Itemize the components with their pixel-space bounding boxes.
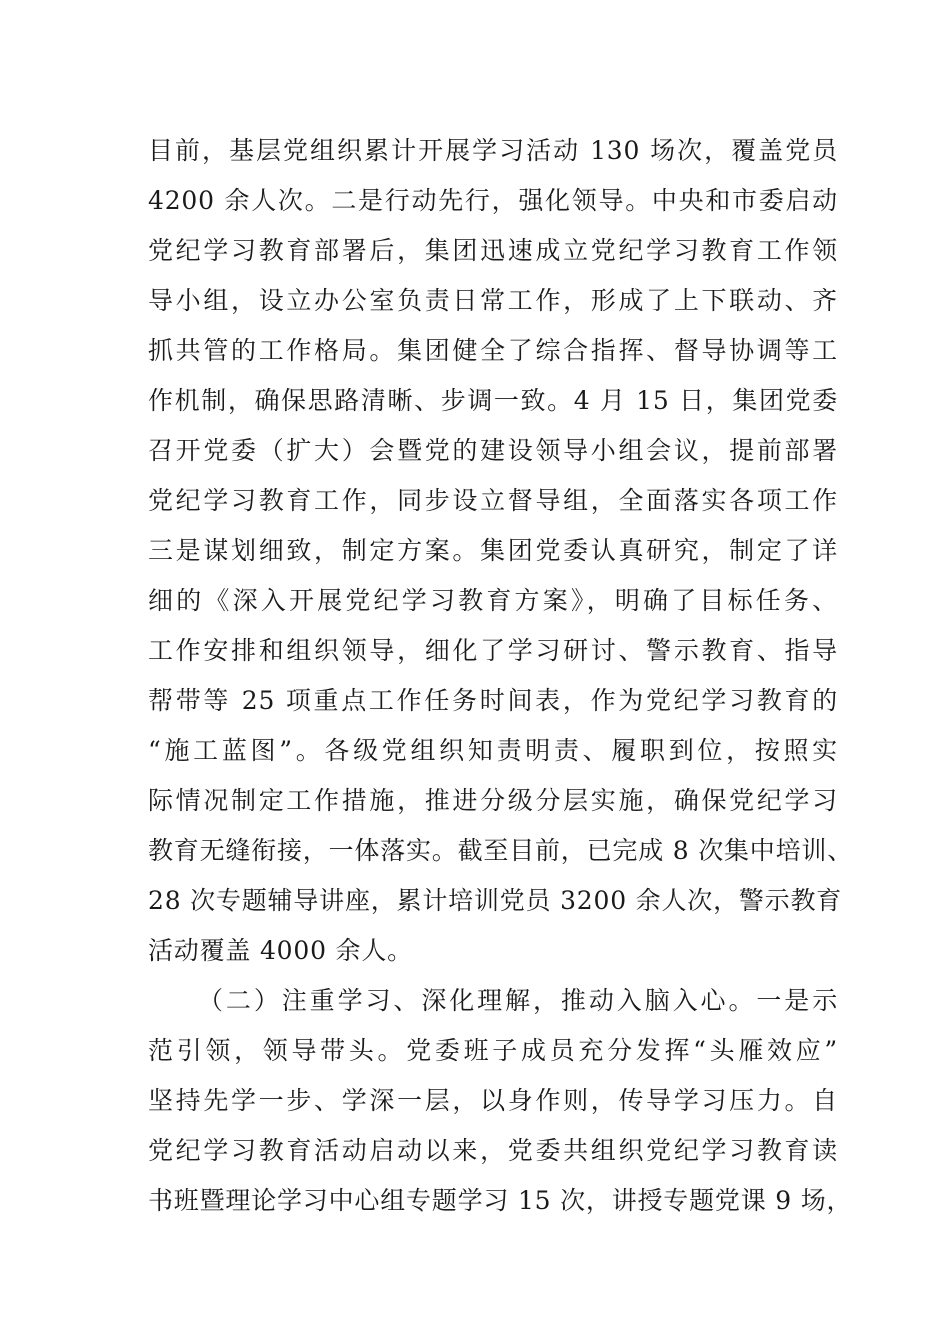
text-line: 活动覆盖 4000 余人。 [148,936,413,965]
text-line: 教育无缝衔接，一体落实。截至目前，已完成 8 次集中培训、 [148,836,854,865]
text-line: 党纪学习教育工作，同步设立督导组，全面落实各项工作 [148,486,838,515]
text-line: 党纪学习教育部署后，集团迅速成立党纪学习教育工作领 [148,236,838,265]
text-line: “施工蓝图”。各级党组织知责明责、履职到位，按照实 [148,736,838,765]
text-line: 4200 余人次。二是行动先行，强化领导。中央和市委启动 [148,186,838,215]
text-line: 工作安排和组织领导，细化了学习研讨、警示教育、指导 [148,636,838,665]
text-line: 帮带等 25 项重点工作任务时间表，作为党纪学习教育的 [148,686,838,715]
body-text [148,126,854,1226]
paragraph-heading-line: （二）注重学习、深化理解，推动入脑入心。一是示 [198,986,838,1015]
text-line: 作机制，确保思路清晰、步调一致。4 月 15 日，集团党委 [148,386,838,415]
text-line: 导小组，设立办公室负责日常工作，形成了上下联动、齐 [148,286,838,315]
text-line: 书班暨理论学习中心组专题学习 15 次，讲授专题党课 9 场， [148,1186,853,1215]
text-line: 范引领，领导带头。党委班子成员充分发挥“头雁效应” [148,1036,838,1065]
text-line: 细的《深入开展党纪学习教育方案》，明确了目标任务、 [148,586,838,615]
text-line: 抓共管的工作格局。集团健全了综合指挥、督导协调等工 [148,336,838,365]
text-line: 目前，基层党组织累计开展学习活动 130 场次，覆盖党员 [148,136,838,165]
text-line: 28 次专题辅导讲座，累计培训党员 3200 余人次，警示教育 [148,886,843,915]
text-line: 召开党委（扩大）会暨党的建设领导小组会议，提前部署 [148,436,838,465]
text-line: 党纪学习教育活动启动以来，党委共组织党纪学习教育读 [148,1136,838,1165]
text-line: 际情况制定工作措施，推进分级分层实施，确保党纪学习 [148,786,838,815]
text-line: 坚持先学一步、学深一层，以身作则，传导学习压力。自 [148,1086,838,1115]
text-line: 三是谋划细致，制定方案。集团党委认真研究，制定了详 [148,536,838,565]
